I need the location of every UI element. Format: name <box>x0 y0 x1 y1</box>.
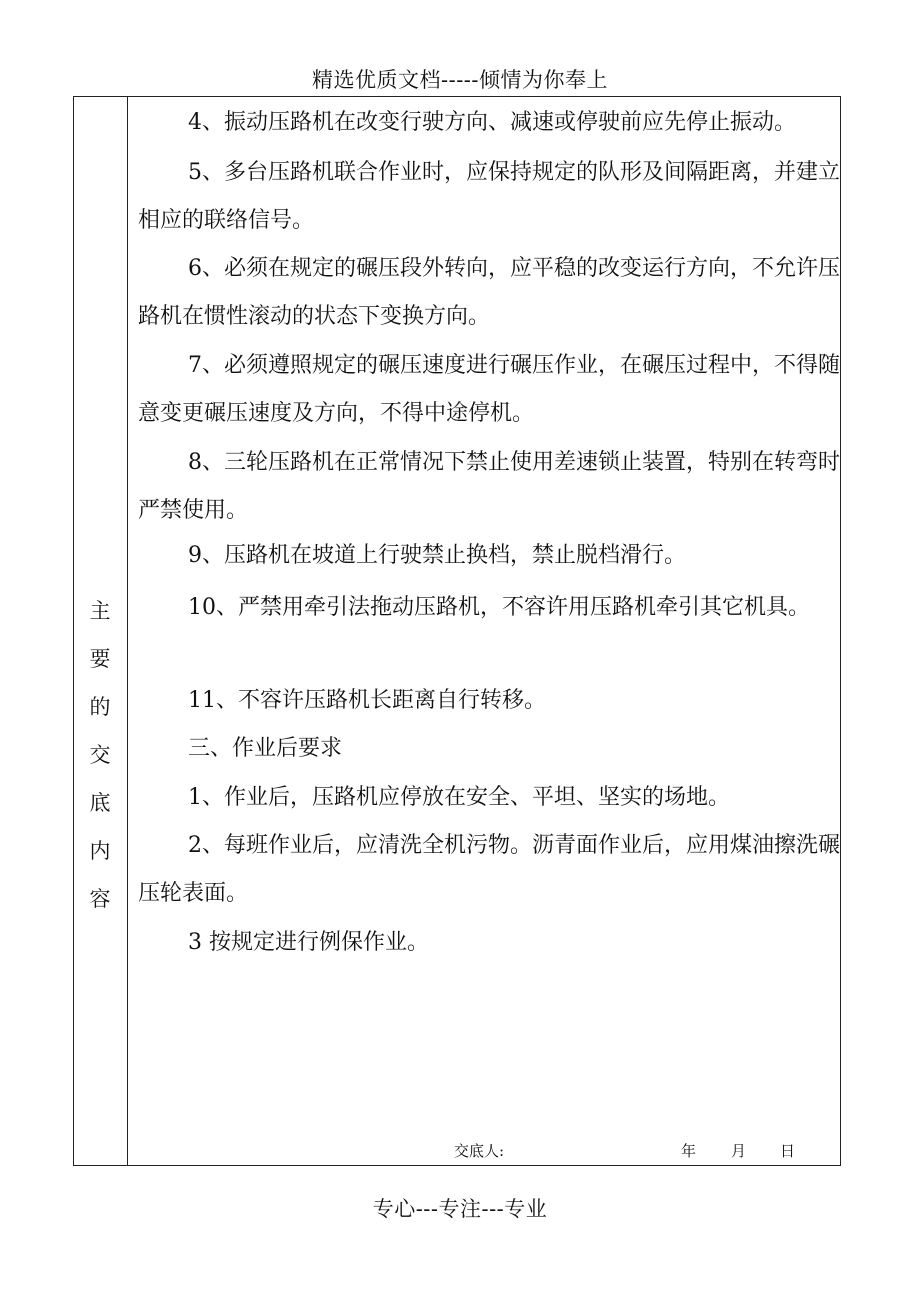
clause-6: 6、必须在规定的碾压段外转向，应平稳的改变运行方向，不允许压路机在惯性滚动的状态下变换方向。 <box>138 256 840 329</box>
after-work-clause-2: 2、每班作业后，应清洗全机污物。沥青面作业后，应用煤油擦洗碾压轮表面。 <box>138 833 840 906</box>
page-header: 精选优质文档-----倾情为你奉上 <box>312 68 608 92</box>
clause-11: 11、不容许压路机长距离自行转移。 <box>188 688 546 713</box>
clause-7: 7、必须遵照规定的碾压速度进行碾压作业，在碾压过程中，不得随意变更碾压速度及方向，不得中途停机。 <box>138 353 840 426</box>
side-label-char: 容 <box>89 887 111 911</box>
side-label-char: 交 <box>89 743 111 767</box>
side-label-char: 底 <box>89 791 111 815</box>
date-day-label: 日 <box>780 1142 796 1160</box>
signature-row <box>128 1137 840 1165</box>
side-label-column <box>74 97 128 1165</box>
after-work-clause-3: 3 按规定进行例保作业。 <box>188 930 429 955</box>
section-heading-after-work: 三、作业后要求 <box>188 736 343 761</box>
content-column <box>128 97 840 1165</box>
page-footer: 专心---专注---专业 <box>372 1197 548 1221</box>
side-label-char: 内 <box>89 839 111 863</box>
side-label-char: 的 <box>89 695 111 719</box>
after-work-clause-1: 1、作业后，压路机应停放在安全、平坦、坚实的场地。 <box>188 785 730 810</box>
clause-8: 8、三轮压路机在正常情况下禁止使用差速锁止装置，特别在转弯时严禁使用。 <box>138 450 840 523</box>
disclosure-table <box>73 96 841 1166</box>
side-label-char: 主 <box>89 599 111 623</box>
date-year-label: 年 <box>681 1142 697 1160</box>
side-label <box>74 587 126 923</box>
disclosure-person-label: 交底人: <box>454 1142 505 1160</box>
clause-10: 10、严禁用牵引法拖动压路机，不容许用压路机牵引其它机具。 <box>188 595 810 620</box>
side-label-char: 要 <box>89 647 111 671</box>
date-month-label: 月 <box>731 1142 747 1160</box>
clause-5: 5、多台压路机联合作业时，应保持规定的队形及间隔距离，并建立相应的联络信号。 <box>138 160 840 233</box>
clause-9: 9、压路机在坡道上行驶禁止换档，禁止脱档滑行。 <box>188 543 686 568</box>
clause-4: 4、振动压路机在改变行驶方向、减速或停驶前应先停止振动。 <box>188 110 796 135</box>
